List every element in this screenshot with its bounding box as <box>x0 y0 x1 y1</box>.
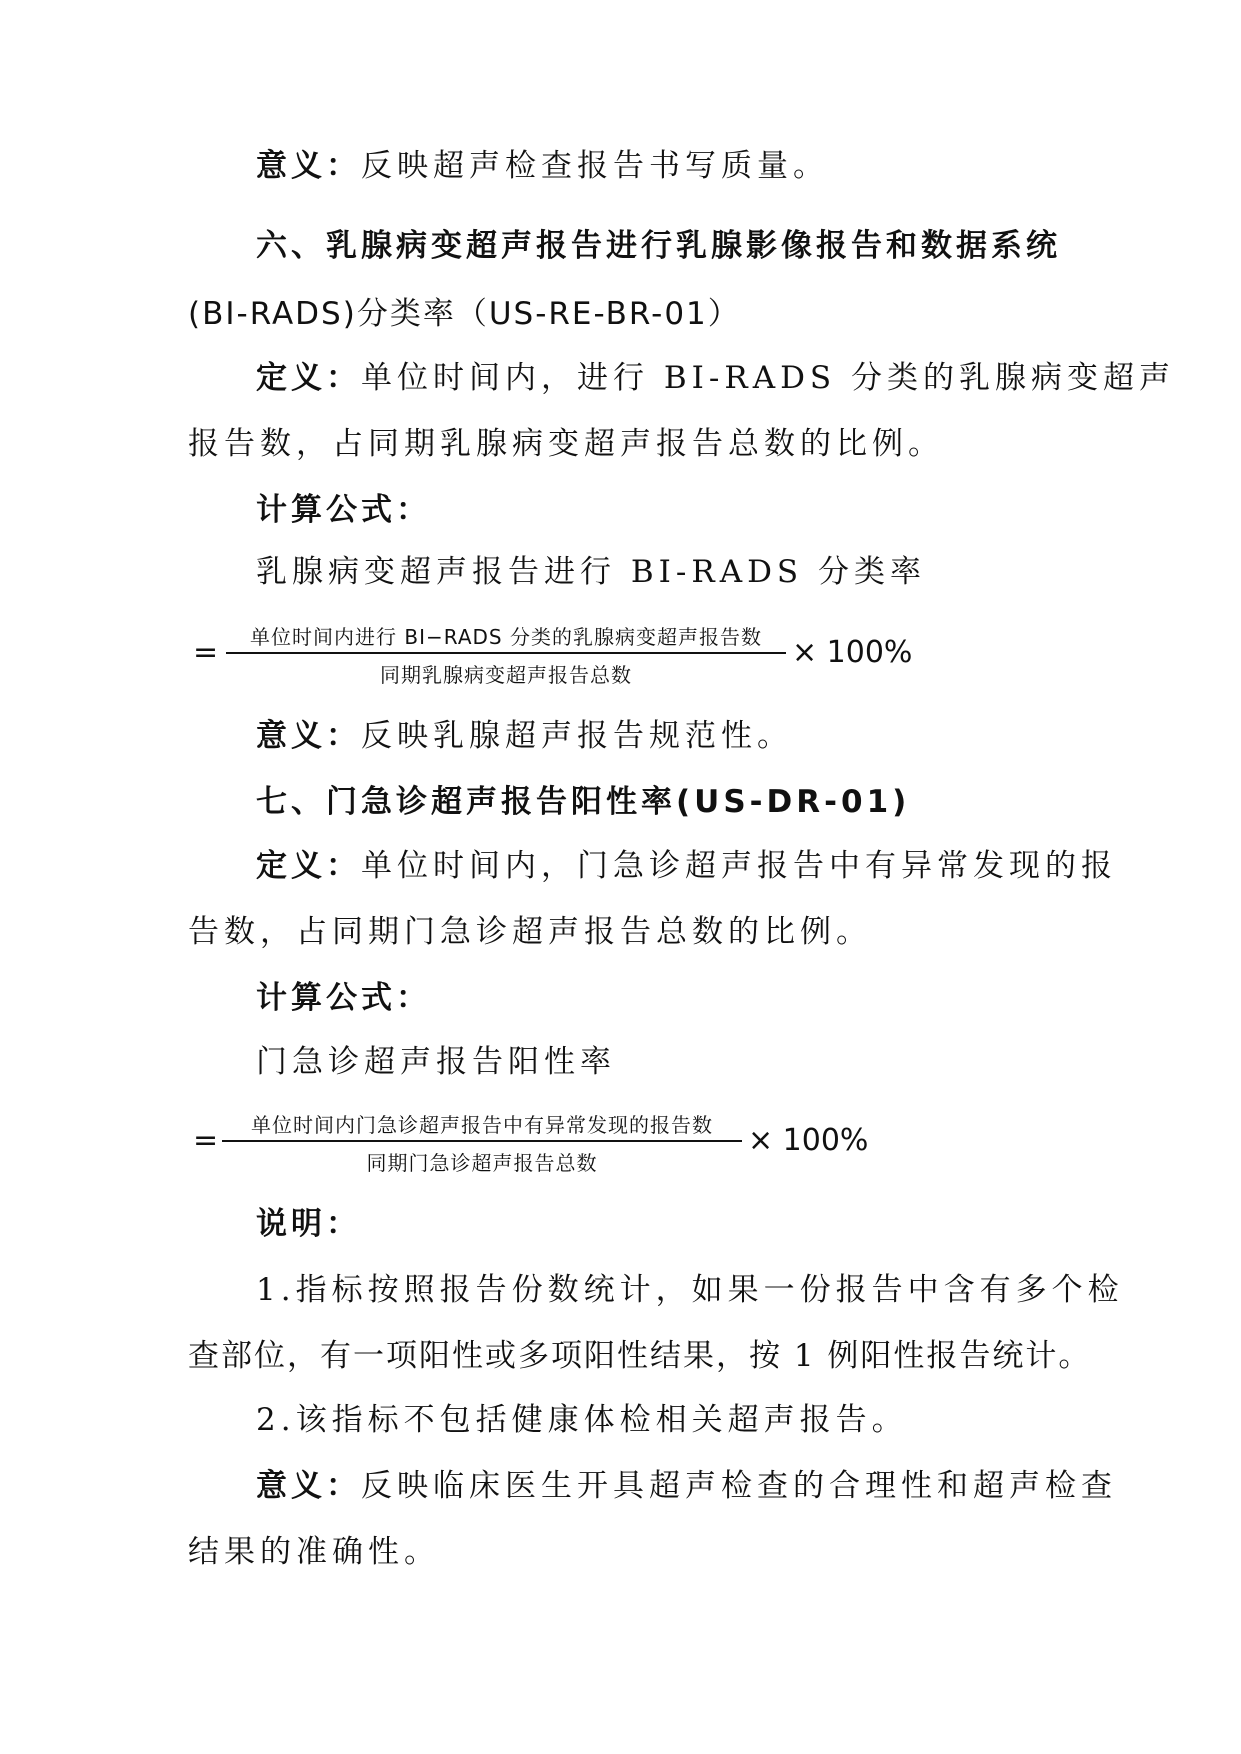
equals-sign: = <box>193 635 219 670</box>
definition-6-line2: 报告数，占同期乳腺病变超声报告总数的比例。 <box>188 426 944 462</box>
definition-7-line1 <box>256 846 1117 886</box>
formula-label-7: 计算公式： <box>256 980 431 1016</box>
formula-6-fraction <box>188 618 928 688</box>
formula-7-name: 门急诊超声报告阳性率 <box>256 1044 616 1080</box>
significance-label: 意义： <box>256 718 361 754</box>
note-item-1-line1: 1.指标按照报告份数统计，如果一份报告中含有多个检 <box>256 1272 1124 1308</box>
significance-text: 反映乳腺超声报告规范性。 <box>361 718 793 754</box>
significance-text: 反映临床医生开具超声检查的合理性和超声检查 <box>361 1468 1117 1504</box>
significance-paragraph-6 <box>256 716 793 756</box>
significance-label: 意义： <box>256 148 361 184</box>
significance-paragraph-5 <box>256 146 829 186</box>
fraction-bar <box>226 652 786 654</box>
multiplier: × 100% <box>792 635 913 670</box>
significance-label: 意义： <box>256 1468 361 1504</box>
definition-label: 定义： <box>256 360 361 396</box>
formula-label-6: 计算公式： <box>256 492 431 528</box>
formula-7-numerator: 单位时间内门急诊超声报告中有异常发现的报告数 <box>251 1113 713 1137</box>
section-6-heading-line1: 六、乳腺病变超声报告进行乳腺影像报告和数据系统 <box>256 228 1061 264</box>
significance-paragraph-7-line1 <box>256 1466 1117 1506</box>
significance-paragraph-7-line2: 结果的准确性。 <box>188 1534 440 1570</box>
note-item-2: 2.该指标不包括健康体检相关超声报告。 <box>256 1402 908 1438</box>
definition-7-line2: 告数，占同期门急诊超声报告总数的比例。 <box>188 914 872 950</box>
section-7-heading: 七、门急诊超声报告阳性率(US-DR-01) <box>256 784 911 820</box>
definition-text: 单位时间内，进行 BI-RADS 分类的乳腺病变超声 <box>361 360 1176 396</box>
note-item-1-line2: 查部位，有一项阳性或多项阳性结果，按 1 例阳性报告统计。 <box>188 1338 1092 1374</box>
formula-6-name: 乳腺病变超声报告进行 BI-RADS 分类率 <box>256 554 927 590</box>
fraction-bar <box>222 1140 742 1142</box>
significance-text: 反映超声检查报告书写质量。 <box>361 148 829 184</box>
definition-6-line1 <box>256 358 1175 398</box>
definition-text: 单位时间内，门急诊超声报告中有异常发现的报 <box>361 848 1117 884</box>
formula-7-denominator: 同期门急诊超声报告总数 <box>366 1151 598 1175</box>
formula-6-denominator: 同期乳腺病变超声报告总数 <box>380 663 632 687</box>
definition-label: 定义： <box>256 848 361 884</box>
formula-7-fraction <box>188 1106 888 1176</box>
formula-6-numerator: 单位时间内进行 BI−RADS 分类的乳腺病变超声报告数 <box>250 625 762 649</box>
section-6-heading-line2: (BI-RADS)分类率（US-RE-BR-01） <box>188 296 741 332</box>
note-label: 说明： <box>256 1206 361 1242</box>
equals-sign: = <box>193 1123 219 1158</box>
multiplier: × 100% <box>748 1123 869 1158</box>
